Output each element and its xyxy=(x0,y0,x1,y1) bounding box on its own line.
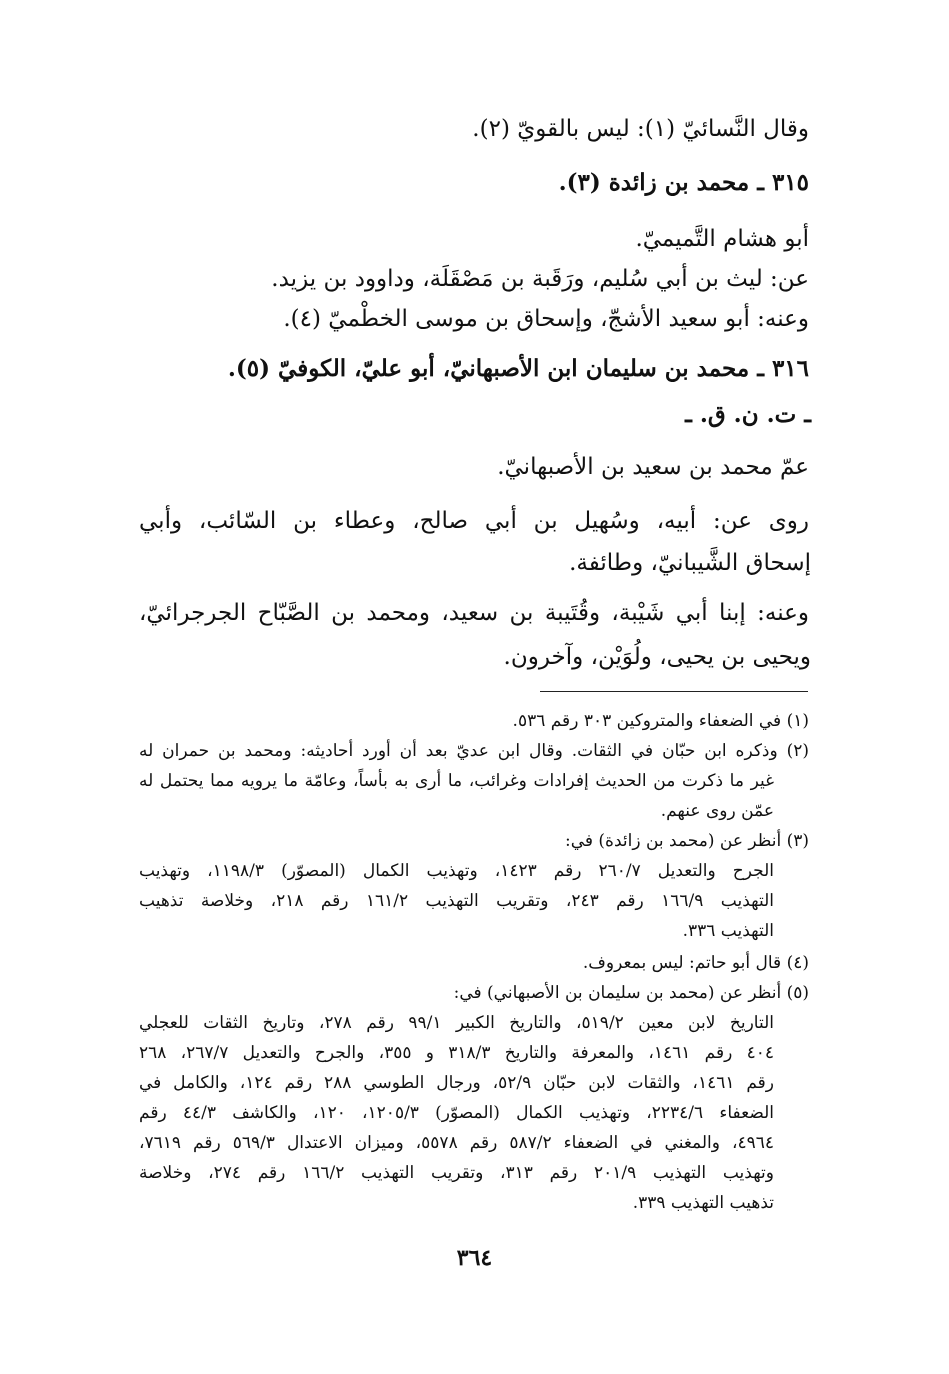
body-line: عن: ليث بن أبي سُليم، ورَقَبة بن مَصْقَلَة، وداوود بن يزيد. xyxy=(271,266,809,292)
footnote-line: غير ما ذكرت من الحديث إفرادات وغرائب، ما أرى به بأساً، وعامّة ما يرويه مما يحتمل له xyxy=(139,771,774,791)
footnote-line: التهذيب ١٦٦/٩ رقم ٢٤٣، وتقريب التهذيب ١٦١/٢ رقم ٢١٨، وخلاصة تذهيب xyxy=(139,891,775,911)
body-line: ٣١٦ ـ محمد بن سليمان ابن الأصبهانيّ، أبو عليّ، الكوفيّ (٥). xyxy=(227,355,809,382)
body-line: وعنه: أبو سعيد الأشجّ، وإسحاق بن موسى الخطْميّ (٤). xyxy=(283,306,809,332)
footnote-line: وتهذيب التهذيب ٢٠١/٩ رقم ٣١٣، وتقريب التهذيب ١٦٦/٢ رقم ٢٧٤، وخلاصة xyxy=(139,1163,774,1183)
footnote-line: الجرح والتعديل ٢٦٠/٧ رقم ١٤٢٣، وتهذيب الكمال (المصوّر) ١١٩٨/٣، وتهذيب xyxy=(139,861,775,881)
footnote-line: الضعفاء ٢٢٣٤/٦، وتهذيب الكمال (المصوّر) ١٢٠٥/٣، ١٢٠، والكاشف ٤٤/٣ رقم xyxy=(139,1103,775,1123)
footnote-line: (٥) أنظر عن (محمد بن سليمان بن الأصبهاني) في: xyxy=(453,983,809,1003)
footnote-line: تذهيب التهذيب ٣٣٩. xyxy=(632,1193,774,1213)
footnote-line: رقم ١٤٦١، والثقات لابن حبّان ٥٢/٩، ورجال الطوسي ٢٨٨ رقم ١٢٤، والكامل في xyxy=(139,1073,774,1093)
body-line: إسحاق الشَّيبانيّ، وطائفة. xyxy=(569,550,811,576)
footnote-line: التهذيب ٣٣٦. xyxy=(682,921,774,941)
body-line: وعنه: إبنا أبي شَيْبة، وقُتَيبة بن سعيد، ومحمد بن الصَّبّاح الجرجرائيّ، xyxy=(139,600,809,626)
footnote-line: عمّن روى عنهم. xyxy=(660,801,774,821)
footnote-line: (٤) قال أبو حاتم: ليس بمعروف. xyxy=(582,953,809,973)
footnote-line: التاريخ لابن معين ٥١٩/٢، والتاريخ الكبير ٩٩/١ رقم ٢٧٨، وتاريخ الثقات للعجلي xyxy=(139,1013,774,1033)
body-line: أبو هشام التَّميميّ. xyxy=(635,226,809,252)
footnote-line: ٤٩٦٤، والمغني في الضعفاء ٥٨٧/٢ رقم ٥٥٧٨، وميزان الاعتدال ٥٦٩/٣ رقم ٧٦١٩، xyxy=(139,1133,774,1153)
body-line: وقال النَّسائيّ (١): ليس بالقويّ (٢). xyxy=(472,116,809,142)
footnote-line: (٢) وذكره ابن حبّان في الثقات. وقال ابن عديّ بعد أن أورد أحاديثه: ومحمد بن حمران له xyxy=(139,741,809,761)
body-line: عمّ محمد بن سعيد بن الأصبهانيّ. xyxy=(497,454,809,480)
footnote-separator xyxy=(540,691,808,692)
body-line: روى عن: أبيه، وسُهيل بن أبي صالح، وعطاء بن السّائب، وأبي xyxy=(139,508,809,534)
body-line: ـ ت. ن. ق. ـ xyxy=(685,401,811,428)
footnote-line: ٤٠٤ رقم ١٤٦١، والمعرفة والتاريخ ٣١٨/٣ و ٣٥٥، والجرح والتعديل ٢٦٧/٧، ٢٦٨ xyxy=(139,1043,774,1063)
footnote-line: (١) في الضعفاء والمتروكين ٣٠٣ رقم ٥٣٦. xyxy=(512,711,809,731)
page-number: ٣٦٤ xyxy=(456,1245,493,1271)
footnote-line: (٣) أنظر عن (محمد بن زائدة) في: xyxy=(565,831,809,851)
body-line: ويحيى بن يحيى، ولُوَيْن، وآخرون. xyxy=(503,644,811,670)
body-line: ٣١٥ ـ محمد بن زائدة (٣). xyxy=(558,169,809,196)
